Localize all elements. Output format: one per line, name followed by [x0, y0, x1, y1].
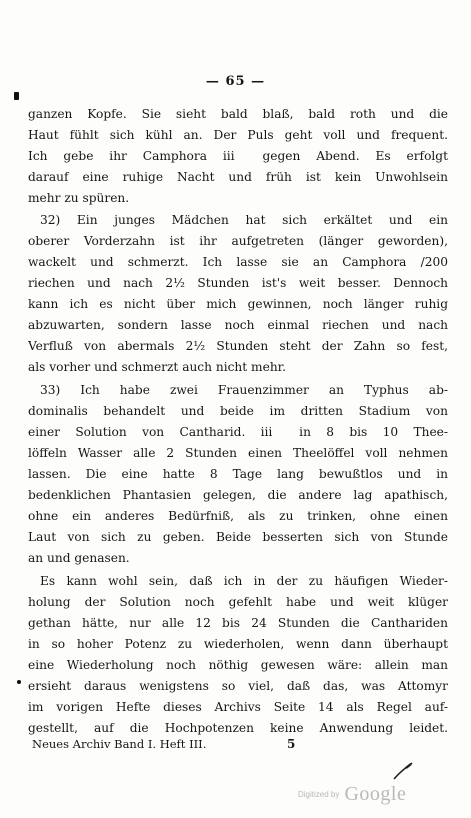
running-footer: Neues Archiv Band I. Heft III.: [32, 737, 207, 751]
text-line: löffeln Wasser alle 2 Stunden einen Theelöffel voll nehmen: [28, 446, 448, 460]
text-line: riechen und nach 2½ Stunden ist's weit besser. Dennoch: [28, 276, 448, 290]
text-line: mehr zu spüren.: [28, 191, 130, 205]
text-line: Verfluß von abermals 2½ Stunden steht der Zahn so fest,: [28, 339, 448, 353]
text-line: in so hoher Potenz zu wiederholen, wenn dann überhaupt: [28, 637, 448, 651]
text-line: gethan hätte, nur alle 12 bis 24 Stunden die Canthariden: [28, 616, 448, 630]
page-number: — 65 —: [205, 74, 266, 89]
text-line: 33) Ich habe zwei Frauenzimmer an Typhus ab-: [40, 383, 448, 397]
text-line: als vorher und schmerzt auch nicht mehr.: [28, 360, 287, 374]
text-line: ersieht daraus wenigstens so viel, daß das, was Attomyr: [28, 679, 448, 693]
text-line: gestellt, auf die Hochpotenzen keine Anwendung leidet.: [28, 721, 448, 735]
text-line: einer Solution von Cantharid. ⅲ in 8 bis 10 Thee-: [28, 425, 448, 439]
text-line: wackelt und schmerzt. Ich lasse sie an Camphora /200: [28, 255, 448, 269]
text-line: kann ich es nicht über mich gewinnen, noch länger ruhig: [28, 297, 448, 311]
text-line: eine Wiederholung noch nöthig gewesen wäre: allein man: [28, 658, 448, 672]
margin-mark: [14, 92, 19, 100]
text-line: Laut von sich zu geben. Beide besserten sich von Stunde: [28, 530, 448, 544]
text-line: Ich gebe ihr Camphora ⅲ gegen Abend. Es erfolgt: [28, 149, 448, 163]
text-line: bedenklichen Phantasien gelegen, die andere lag apathisch,: [28, 488, 448, 502]
ink-flourish: [392, 760, 414, 782]
digitized-watermark: [298, 783, 406, 806]
watermark-prefix: Digitized by: [298, 790, 340, 799]
text-line: abzuwarten, sondern lasse noch einmal riechen und nach: [28, 318, 448, 332]
text-line: oberer Vorderzahn ist ihr aufgetreten (länger geworden),: [28, 234, 448, 248]
text-line: ohne ein anderes Bedürfniß, als zu trinken, ohne einen: [28, 509, 448, 523]
text-line: ganzen Kopfe. Sie sieht bald blaß, bald roth und die: [28, 107, 448, 121]
text-line: 32) Ein junges Mädchen hat sich erkältet und ein: [40, 213, 448, 227]
text-line: an und genasen.: [28, 551, 130, 565]
text-line: lassen. Die eine hatte 8 Tage lang bewußtlos und in: [28, 467, 448, 481]
text-line: dominalis behandelt und beide im dritten Stadium von: [28, 404, 448, 418]
text-line: Es kann wohl sein, daß ich in der zu häufigen Wieder-: [40, 574, 448, 588]
text-line: Haut fühlt sich kühl an. Der Puls geht voll und frequent.: [28, 128, 448, 142]
text-line: im vorigen Hefte dieses Archivs Seite 14 als Regel auf-: [28, 700, 448, 714]
text-line: darauf eine ruhige Nacht und früh ist kein Unwohlsein: [28, 170, 448, 184]
margin-dot: [17, 680, 21, 684]
signature-mark: 5: [287, 737, 296, 751]
google-logo: Google: [344, 783, 407, 805]
text-line: holung der Solution noch gefehlt habe und weit klüger: [28, 595, 448, 609]
